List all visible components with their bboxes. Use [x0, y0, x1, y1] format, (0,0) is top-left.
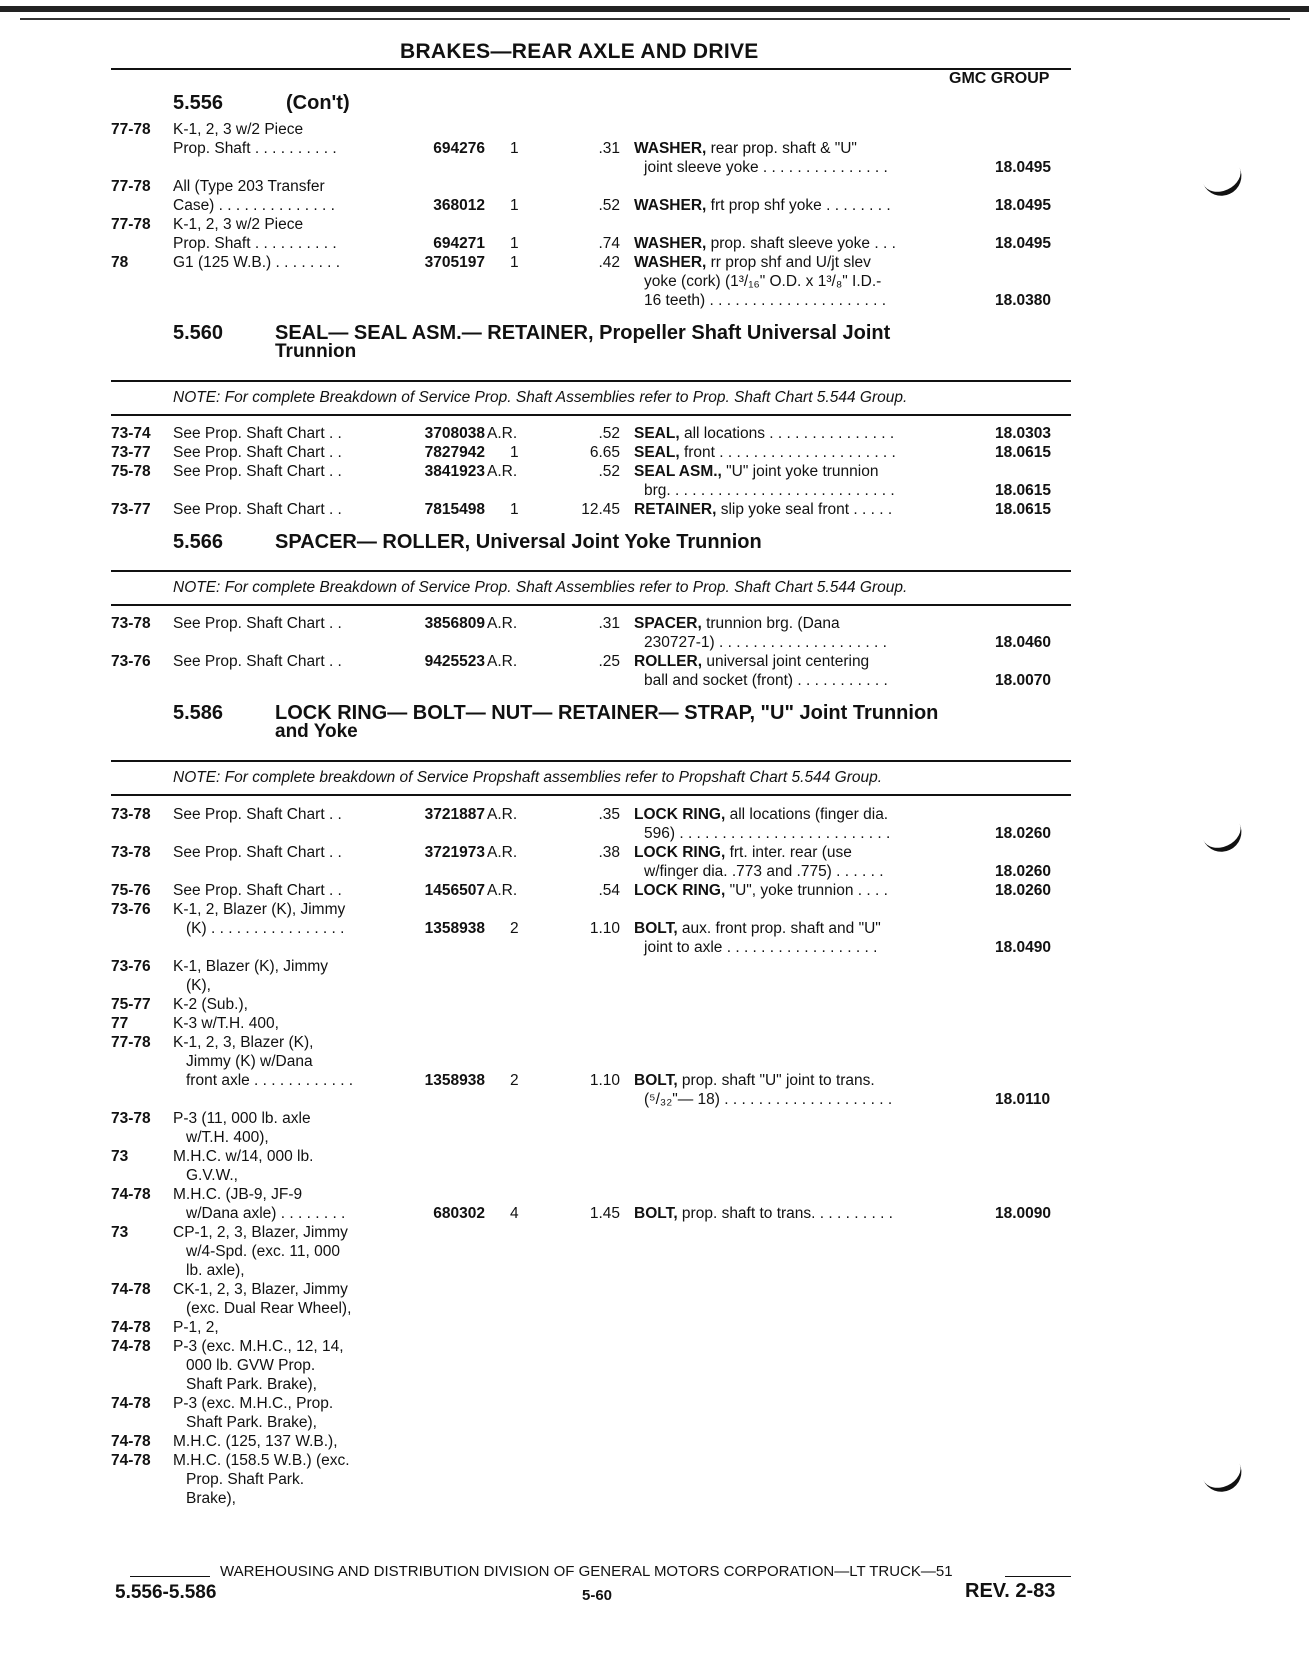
description-text: prop. shaft to trans. . . . . . . . . .	[677, 1205, 893, 1222]
table-row	[0, 996, 1309, 1015]
table-row	[0, 825, 1309, 844]
footer-revision: REV. 2-83	[965, 1580, 1056, 1602]
group-label: GMC GROUP	[949, 70, 1050, 87]
table-row	[0, 882, 1309, 901]
application: (exc. Dual Rear Wheel),	[186, 1300, 352, 1317]
description	[644, 1091, 892, 1109]
application: Prop. Shaft Park.	[186, 1471, 305, 1488]
table-row	[0, 1110, 1309, 1129]
description	[644, 482, 895, 500]
model-year: 75-78	[111, 463, 151, 480]
application: K-2 (Sub.),	[173, 996, 248, 1013]
description	[644, 863, 884, 881]
price: 1.10	[589, 1072, 620, 1089]
model-year: 77-78	[111, 216, 151, 233]
model-year: 77-78	[111, 121, 151, 138]
price: 12.45	[581, 501, 620, 518]
description-text: prop. shaft "U" joint to trans.	[677, 1072, 875, 1089]
price: .52	[598, 197, 620, 214]
description-text: "U" joint yoke trunnion	[721, 463, 879, 480]
description-text: "U", yoke trunnion . . . .	[725, 882, 888, 899]
description	[634, 844, 852, 862]
footer-page-number: 5-60	[582, 1587, 613, 1604]
table-row	[0, 1205, 1309, 1224]
application: M.H.C. (125, 137 W.B.),	[173, 1433, 338, 1450]
part-number: 1358938	[424, 920, 485, 937]
top-border-line	[20, 18, 1290, 20]
part-number: 1456507	[424, 882, 485, 899]
application: P-1, 2,	[173, 1319, 219, 1336]
price: .31	[598, 615, 620, 632]
application: See Prop. Shaft Chart . .	[173, 425, 342, 442]
section-number: 5.586	[173, 702, 224, 724]
part-name: BOLT,	[634, 1072, 678, 1089]
table-row	[0, 615, 1309, 634]
description-text: joint to axle . . . . . . . . . . . . . . . . . .	[644, 939, 878, 956]
model-year: 77-78	[111, 178, 151, 195]
model-year: 73	[111, 1148, 129, 1165]
footer-rule	[1005, 1576, 1071, 1577]
application: G1 (125 W.B.) . . . . . . . .	[173, 254, 341, 271]
table-row	[0, 1395, 1309, 1414]
group-number: 18.0110	[995, 1091, 1051, 1108]
description-text: 596) . . . . . . . . . . . . . . . . . . . . . . . . .	[644, 825, 891, 842]
part-name: SEAL ASM.,	[634, 463, 722, 480]
application: w/Dana axle) . . . . . . . .	[186, 1205, 346, 1222]
application: K-1, 2, 3 w/2 Piece	[173, 121, 304, 138]
table-row	[0, 1243, 1309, 1262]
section-title-cont: and Yoke	[275, 721, 358, 742]
table-row	[0, 901, 1309, 920]
section-number: 5.560	[173, 322, 224, 344]
group-number: 18.0303	[995, 425, 1052, 442]
price: .38	[598, 844, 620, 861]
section-number: 5.556	[173, 92, 224, 114]
table-row	[0, 958, 1309, 977]
quantity-as-required: A.R.	[487, 425, 518, 442]
model-year: 73-78	[111, 615, 151, 632]
model-year: 78	[111, 254, 129, 271]
description-text: 16 teeth) . . . . . . . . . . . . . . . . . . . . .	[644, 292, 887, 309]
table-row	[0, 216, 1309, 235]
group-number: 18.0090	[995, 1205, 1052, 1222]
group-number: 18.0615	[995, 482, 1052, 499]
application: w/4-Spd. (exc. 11, 000	[186, 1243, 340, 1260]
group-number: 18.0495	[995, 197, 1052, 214]
table-row	[0, 140, 1309, 159]
table-row	[0, 254, 1309, 273]
table-row	[0, 1281, 1309, 1300]
description-text: trunnion brg. (Dana	[701, 615, 840, 632]
quantity-as-required: A.R.	[487, 615, 518, 632]
footer-text: WAREHOUSING AND DISTRIBUTION DIVISION OF GENERAL MOTORS CORPORATION—LT TRUCK—51	[220, 1563, 953, 1580]
description-text: w/finger dia. .773 and .775) . . . . . .	[644, 863, 884, 880]
description	[644, 159, 888, 177]
model-year: 73-76	[111, 901, 151, 918]
description	[634, 1072, 875, 1090]
part-name: WASHER,	[634, 197, 707, 214]
part-number: 9425523	[424, 653, 485, 670]
part-name: LOCK RING,	[634, 844, 726, 861]
section-title: SEAL— SEAL ASM.— RETAINER, Propeller Shaft Universal Joint	[275, 322, 891, 344]
section-rule	[111, 760, 1071, 762]
price: .25	[598, 653, 620, 670]
section-rule	[111, 570, 1071, 572]
group-number: 18.0260	[995, 882, 1052, 899]
part-name: SEAL,	[634, 425, 680, 442]
part-number: 7815498	[424, 501, 485, 518]
part-number: 3721887	[424, 806, 485, 823]
table-row	[0, 1129, 1309, 1148]
table-row	[0, 235, 1309, 254]
table-row	[0, 1490, 1309, 1509]
part-number: 694271	[433, 235, 485, 252]
table-row	[0, 653, 1309, 672]
part-name: WASHER,	[634, 254, 707, 271]
table-row	[0, 1224, 1309, 1243]
description-text: slip yoke seal front . . . . .	[716, 501, 893, 518]
description	[634, 140, 857, 158]
model-year: 73-78	[111, 844, 151, 861]
table-row	[0, 178, 1309, 197]
table-row	[0, 1072, 1309, 1091]
price: 1.45	[589, 1205, 620, 1222]
application: See Prop. Shaft Chart . .	[173, 463, 342, 480]
part-number: 3708038	[424, 425, 485, 442]
quantity-as-required: A.R.	[487, 653, 518, 670]
model-year: 73	[111, 1224, 129, 1241]
table-row	[0, 1452, 1309, 1471]
application: Case) . . . . . . . . . . . . . .	[173, 197, 335, 214]
table-row	[0, 806, 1309, 825]
table-row	[0, 1262, 1309, 1281]
description	[634, 615, 840, 633]
application: K-1, 2, 3, Blazer (K),	[173, 1034, 314, 1051]
description	[634, 882, 888, 900]
application: K-3 w/T.H. 400,	[173, 1015, 279, 1032]
description	[644, 273, 881, 291]
table-row	[0, 425, 1309, 444]
application: P-3 (11, 000 lb. axle	[173, 1110, 311, 1127]
quantity: 2	[510, 920, 519, 937]
part-number: 7827942	[424, 444, 485, 461]
model-year: 73-76	[111, 958, 151, 975]
description-text: aux. front prop. shaft and "U"	[677, 920, 881, 937]
table-row	[0, 273, 1309, 292]
description	[644, 634, 887, 652]
quantity-as-required: A.R.	[487, 463, 518, 480]
table-row	[0, 501, 1309, 520]
price: .31	[598, 140, 620, 157]
group-number: 18.0380	[995, 292, 1052, 309]
application: G.V.W.,	[186, 1167, 238, 1184]
part-name: WASHER,	[634, 140, 707, 157]
quantity: 1	[510, 501, 519, 518]
section-number: 5.566	[173, 531, 224, 553]
section-title: LOCK RING— BOLT— NUT— RETAINER— STRAP, "U" Joint Trunnion	[275, 702, 939, 724]
quantity-as-required: A.R.	[487, 844, 518, 861]
application: See Prop. Shaft Chart . .	[173, 844, 342, 861]
part-name: BOLT,	[634, 1205, 678, 1222]
application: K-1, Blazer (K), Jimmy	[173, 958, 329, 975]
title-rule	[111, 68, 1071, 70]
description-text: frt prop shf yoke . . . . . . . .	[706, 197, 891, 214]
price: 6.65	[589, 444, 620, 461]
quantity-as-required: A.R.	[487, 806, 518, 823]
part-number: 1358938	[424, 1072, 485, 1089]
table-row	[0, 482, 1309, 501]
description	[634, 235, 896, 253]
application: See Prop. Shaft Chart . .	[173, 806, 342, 823]
table-row	[0, 444, 1309, 463]
description	[644, 672, 888, 690]
table-row	[0, 1186, 1309, 1205]
price: .35	[598, 806, 620, 823]
application: P-3 (exc. M.H.C., 12, 14,	[173, 1338, 344, 1355]
table-row	[0, 1034, 1309, 1053]
quantity: 2	[510, 1072, 519, 1089]
table-row	[0, 844, 1309, 863]
description	[634, 806, 888, 824]
application: See Prop. Shaft Chart . .	[173, 653, 342, 670]
part-name: SEAL,	[634, 444, 680, 461]
price: .52	[598, 425, 620, 442]
description-text: ball and socket (front) . . . . . . . . . . .	[644, 672, 888, 689]
footer-range: 5.556-5.586	[115, 1582, 217, 1603]
page-title: BRAKES—REAR AXLE AND DRIVE	[400, 40, 759, 63]
model-year: 75-77	[111, 996, 151, 1013]
description-text: 230727-1) . . . . . . . . . . . . . . . . . . . .	[644, 634, 887, 651]
description	[644, 939, 877, 957]
application: See Prop. Shaft Chart . .	[173, 882, 342, 899]
application: front axle . . . . . . . . . . . .	[186, 1072, 354, 1089]
model-year: 74-78	[111, 1281, 151, 1298]
group-number: 18.0070	[995, 672, 1052, 689]
table-row	[0, 939, 1309, 958]
application: lb. axle),	[186, 1262, 245, 1279]
section-rule	[111, 604, 1071, 606]
table-row	[0, 292, 1309, 311]
model-year: 73-76	[111, 653, 151, 670]
description-text: all locations (finger dia.	[725, 806, 889, 823]
section-title: (Con't)	[286, 92, 350, 114]
table-row	[0, 1357, 1309, 1376]
model-year: 74-78	[111, 1433, 151, 1450]
description-text: (⁵/₃₂"— 18) . . . . . . . . . . . . . . . . . . . .	[644, 1091, 893, 1108]
description-text: brg. . . . . . . . . . . . . . . . . . . . . . . . . . .	[644, 482, 895, 499]
description	[634, 254, 871, 272]
table-row	[0, 634, 1309, 653]
application: Prop. Shaft . . . . . . . . . .	[173, 235, 337, 252]
quantity: 1	[510, 197, 519, 214]
part-name: SPACER,	[634, 615, 702, 632]
part-number: 3841923	[424, 463, 485, 480]
application: 000 lb. GVW Prop.	[186, 1357, 316, 1374]
table-row	[0, 1414, 1309, 1433]
group-number: 18.0460	[995, 634, 1052, 651]
table-row	[0, 1471, 1309, 1490]
table-row	[0, 1015, 1309, 1034]
footer-rule	[130, 1576, 210, 1577]
application: M.H.C. (JB-9, JF-9	[173, 1186, 303, 1203]
model-year: 74-78	[111, 1186, 151, 1203]
section-note: NOTE: For complete Breakdown of Service Prop. Shaft Assemblies refer to Prop. Shaft Chart 5.544 Group.	[173, 389, 908, 406]
model-year: 73-77	[111, 444, 151, 461]
table-row	[0, 1433, 1309, 1452]
application: All (Type 203 Transfer	[173, 178, 325, 195]
model-year: 74-78	[111, 1319, 151, 1336]
model-year: 73-77	[111, 501, 151, 518]
description-text: rear prop. shaft & "U"	[706, 140, 857, 157]
application: See Prop. Shaft Chart . .	[173, 444, 342, 461]
part-name: ROLLER,	[634, 653, 703, 670]
table-row	[0, 1319, 1309, 1338]
description-text: universal joint centering	[702, 653, 870, 670]
table-row	[0, 1167, 1309, 1186]
part-name: LOCK RING,	[634, 882, 726, 899]
section-note: NOTE: For complete Breakdown of Service Prop. Shaft Assemblies refer to Prop. Shaft Chart 5.544 Group.	[173, 579, 908, 596]
section-title: SPACER— ROLLER, Universal Joint Yoke Trunnion	[275, 531, 762, 553]
application: (K),	[186, 977, 211, 994]
quantity: 4	[510, 1205, 519, 1222]
description	[634, 920, 881, 938]
application: Jimmy (K) w/Dana	[186, 1053, 313, 1070]
application: (K) . . . . . . . . . . . . . . . .	[186, 920, 345, 937]
application: M.H.C. (158.5 W.B.) (exc.	[173, 1452, 350, 1469]
table-row	[0, 159, 1309, 178]
group-number: 18.0495	[995, 235, 1052, 252]
part-name: RETAINER,	[634, 501, 717, 518]
part-name: LOCK RING,	[634, 806, 726, 823]
description	[644, 292, 886, 310]
part-number: 3705197	[424, 254, 485, 271]
table-row	[0, 121, 1309, 140]
section-rule	[111, 794, 1071, 796]
section-rule	[111, 380, 1071, 382]
application: P-3 (exc. M.H.C., Prop.	[173, 1395, 334, 1412]
description	[634, 444, 896, 462]
application: Shaft Park. Brake),	[186, 1414, 317, 1431]
model-year: 77-78	[111, 1034, 151, 1051]
application: Brake),	[186, 1490, 236, 1507]
model-year: 77	[111, 1015, 129, 1032]
description-text: all locations . . . . . . . . . . . . . . .	[679, 425, 895, 442]
quantity-as-required: A.R.	[487, 882, 518, 899]
model-year: 75-76	[111, 882, 151, 899]
model-year: 73-74	[111, 425, 151, 442]
description	[634, 425, 894, 443]
part-name: WASHER,	[634, 235, 707, 252]
section-note: NOTE: For complete breakdown of Service Propshaft assemblies refer to Propshaft Chart 5.544 Group.	[173, 769, 883, 786]
application: See Prop. Shaft Chart . .	[173, 501, 342, 518]
part-number: 368012	[433, 197, 485, 214]
description-text: joint sleeve yoke . . . . . . . . . . . . . . .	[644, 159, 888, 176]
quantity: 1	[510, 235, 519, 252]
table-row	[0, 1338, 1309, 1357]
description-text: prop. shaft sleeve yoke . . .	[706, 235, 896, 252]
part-number: 3856809	[424, 615, 485, 632]
part-number: 3721973	[424, 844, 485, 861]
model-year: 74-78	[111, 1395, 151, 1412]
application: M.H.C. w/14, 000 lb.	[173, 1148, 314, 1165]
group-number: 18.0490	[995, 939, 1052, 956]
description	[634, 197, 891, 215]
description-text: yoke (cork) (1³/₁₆" O.D. x 1³/₈" I.D.-	[644, 273, 882, 290]
quantity: 1	[510, 444, 519, 461]
model-year: 74-78	[111, 1338, 151, 1355]
table-row	[0, 1300, 1309, 1319]
quantity: 1	[510, 254, 519, 271]
description-text: rr prop shf and U/jt slev	[706, 254, 871, 271]
table-row	[0, 1053, 1309, 1072]
table-row	[0, 1376, 1309, 1395]
description	[634, 463, 878, 481]
application: w/T.H. 400),	[186, 1129, 269, 1146]
price: .54	[598, 882, 620, 899]
table-row	[0, 920, 1309, 939]
application: CP-1, 2, 3, Blazer, Jimmy	[173, 1224, 348, 1241]
description	[644, 825, 890, 843]
section-rule	[111, 414, 1071, 416]
application: See Prop. Shaft Chart . .	[173, 615, 342, 632]
model-year: 73-78	[111, 1110, 151, 1127]
table-row	[0, 863, 1309, 882]
description	[634, 653, 869, 671]
part-number: 680302	[433, 1205, 485, 1222]
part-name: BOLT,	[634, 920, 678, 937]
top-border	[0, 6, 1309, 12]
group-number: 18.0615	[995, 444, 1052, 461]
table-row	[0, 197, 1309, 216]
description-text: front . . . . . . . . . . . . . . . . . . . . .	[679, 444, 896, 461]
table-row	[0, 977, 1309, 996]
group-number: 18.0260	[995, 825, 1052, 842]
table-row	[0, 672, 1309, 691]
application: Shaft Park. Brake),	[186, 1376, 317, 1393]
model-year: 73-78	[111, 806, 151, 823]
description	[634, 1205, 893, 1223]
table-row	[0, 1091, 1309, 1110]
description	[634, 501, 892, 519]
application: CK-1, 2, 3, Blazer, Jimmy	[173, 1281, 348, 1298]
section-title-cont: Trunnion	[275, 341, 357, 362]
application: Prop. Shaft . . . . . . . . . .	[173, 140, 337, 157]
description-text: frt. inter. rear (use	[725, 844, 852, 861]
price: .74	[598, 235, 620, 252]
group-number: 18.0615	[995, 501, 1052, 518]
table-row	[0, 1148, 1309, 1167]
group-number: 18.0495	[995, 159, 1052, 176]
application: K-1, 2, Blazer (K), Jimmy	[173, 901, 346, 918]
model-year: 74-78	[111, 1452, 151, 1469]
table-row	[0, 463, 1309, 482]
group-number: 18.0260	[995, 863, 1052, 880]
price: .42	[598, 254, 620, 271]
quantity: 1	[510, 140, 519, 157]
part-number: 694276	[433, 140, 485, 157]
price: 1.10	[589, 920, 620, 937]
application: K-1, 2, 3 w/2 Piece	[173, 216, 304, 233]
price: .52	[598, 463, 620, 480]
